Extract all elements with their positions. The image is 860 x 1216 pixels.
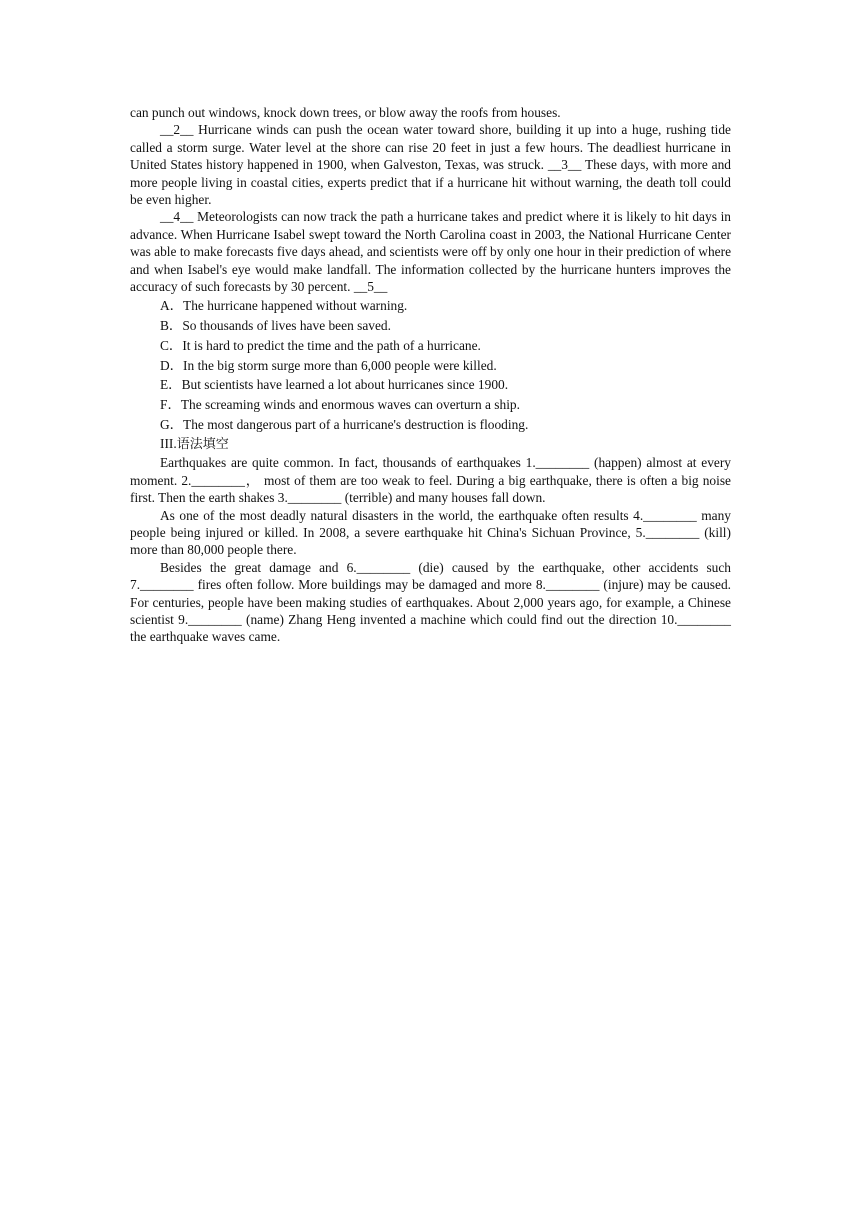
section-heading xyxy=(130,434,731,454)
blank-3: __3__ xyxy=(547,157,582,173)
reading-paragraph-1-text: Hurricane winds can push the ocean water toward shore, building it up into a huge, rushing tide called a storm surge. Water level at the shore can rise 20 feet in just a few hours. The deadliest hurricane in United States history happened in 1900, when Galveston, Texas, was struck. xyxy=(130,122,731,173)
grammar-paragraph-3: Besides the great damage and 6.________ (die) caused by the earthquake, other accidents such 7.________ fires often follow. More buildings may be damaged and more 8.________ (injure) may be caused. For centuries, people have been making studies of earthquakes. About 2,000 years ago, for example, a Chinese scientist 9.________ (name) Zhang Heng invented a machine which could find out the direction 10.________ the earthquake waves came. xyxy=(130,559,731,645)
option-c: C．It is hard to predict the time and the path of a hurricane. xyxy=(160,337,481,353)
option-e: E．But scientists have learned a lot about hurricanes since 1900. xyxy=(160,377,509,393)
option-d: D．In the big storm surge more than 6,000 people were killed. xyxy=(160,357,497,373)
blank-4: __4__ xyxy=(160,209,194,225)
reading-paragraph-1 xyxy=(130,121,731,208)
grammar-paragraph-1: Earthquakes are quite common. In fact, thousands of earthquakes 1.________ (happen) almost at every moment. 2.________， most of them are too weak to feel. During a big earthquake, there is often a big noise first. Then the earth shakes 3.________ (terrible) and many houses fall down. xyxy=(130,455,731,506)
reading-paragraph-3 xyxy=(130,208,731,295)
section-number: III. xyxy=(160,436,177,452)
option-g: G．The most dangerous part of a hurricane's destruction is flooding. xyxy=(160,416,529,432)
reading-paragraph-0: can punch out windows, knock down trees, or blow away the roofs from houses. xyxy=(130,105,561,120)
option-a: A．The hurricane happened without warning. xyxy=(160,298,408,314)
reading-paragraph-2-text: These days, with more and more people living in coastal cities, experts predict that if a hurricane hit without warning, the death toll could be even higher. xyxy=(130,157,731,208)
option-f: F．The screaming winds and enormous waves can overturn a ship. xyxy=(160,396,520,412)
option-b: B．So thousands of lives have been saved. xyxy=(160,318,391,334)
document-page xyxy=(130,104,731,646)
section-title: 语法填空 xyxy=(176,437,229,453)
grammar-paragraph-2: As one of the most deadly natural disasters in the world, the earthquake often results 4.________ many people being injured or killed. In 2008, a severe earthquake hit China's Sichuan Province, 5.________ (kill) more than 80,000 people there. xyxy=(130,507,731,558)
blank-5: __5__ xyxy=(353,279,388,295)
option-list xyxy=(130,296,731,434)
reading-paragraph-3-text: Meteorologists can now track the path a hurricane takes and predict where it is likely to hit days in advance. When Hurricane Isabel swept toward the North Carolina coast in 2003, the National Hurricane Center was able to make forecasts five days ahead, and scientists were off by only one hour in their prediction of where and when Isabel's eye would make landfall. The information collected by the hurricane hunters improves the accuracy of such forecasts by 30 percent. xyxy=(130,209,732,295)
blank-2: __2__ xyxy=(160,122,194,138)
